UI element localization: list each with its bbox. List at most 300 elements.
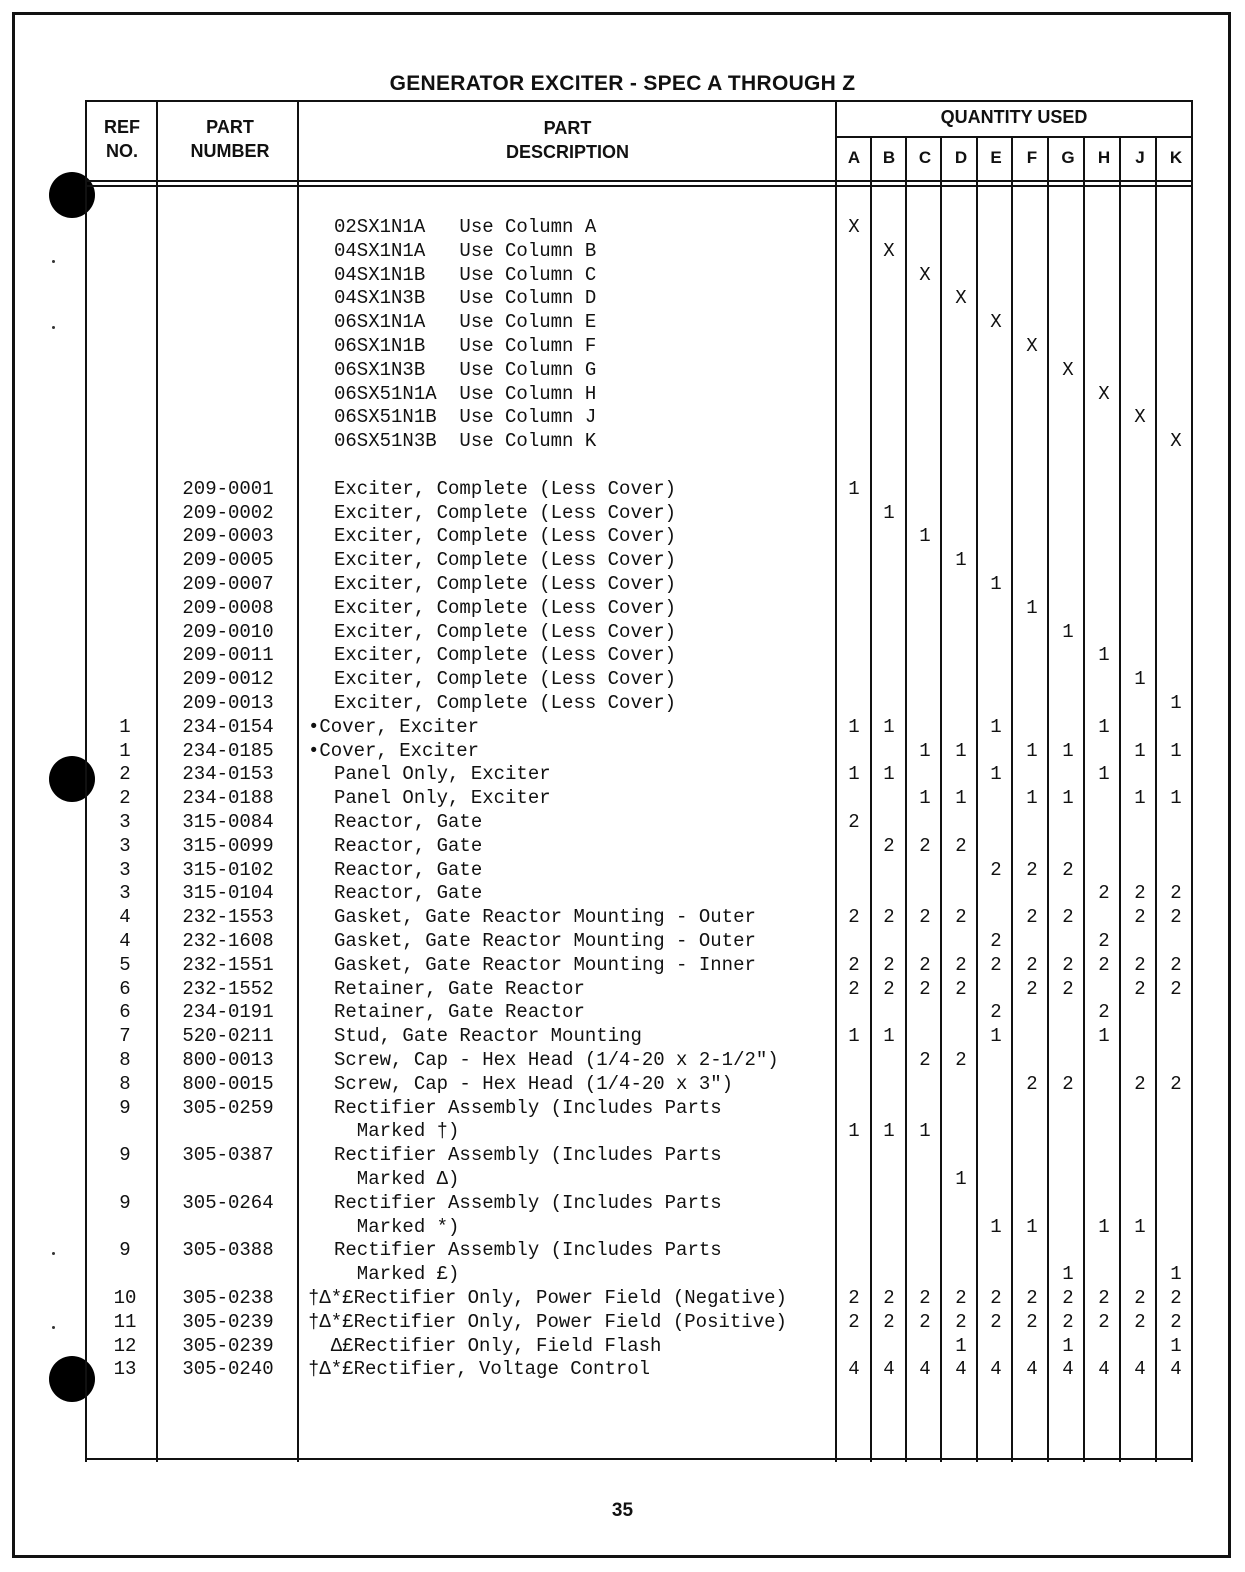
part-description-cell: •Cover, Exciter <box>308 739 480 762</box>
quantity-cell-h: 1 <box>1098 1025 1110 1048</box>
part-description-cell: Marked †) <box>334 1120 460 1143</box>
header-quantity-used: QUANTITY USED <box>940 107 1088 127</box>
quantity-cell-c: X <box>919 263 931 286</box>
table-row <box>0 905 1245 929</box>
part-number-cell: 305-0239 <box>182 1310 274 1333</box>
ref-no-cell: 9 <box>119 1239 131 1262</box>
header-part-description: PART DESCRIPTION <box>505 118 629 162</box>
table-row <box>0 215 1245 239</box>
part-number-cell: 209-0012 <box>182 668 274 691</box>
quantity-cell-g: 4 <box>1062 1358 1074 1381</box>
table-row <box>0 1357 1245 1381</box>
quantity-cell-e: 2 <box>990 1310 1002 1333</box>
quantity-cell-f: 2 <box>1026 1072 1038 1095</box>
part-description-cell: 06SX1N1A Use Column E <box>334 311 597 334</box>
column-header-j: J <box>1135 148 1145 167</box>
quantity-cell-d: 2 <box>955 1049 967 1071</box>
ref-no-cell: 6 <box>119 1001 131 1024</box>
part-number-cell: 209-0013 <box>182 692 274 714</box>
ref-no-cell: 3 <box>119 882 131 905</box>
quantity-cell-f: 2 <box>1026 858 1038 881</box>
quantity-cell-k: 1 <box>1170 739 1182 762</box>
part-number-cell: 234-0154 <box>182 715 274 738</box>
quantity-cell-k: 2 <box>1170 1310 1182 1333</box>
part-description-cell: Rectifier Assembly (Includes Parts <box>334 1144 722 1167</box>
part-description-cell: Reactor, Gate <box>334 834 483 857</box>
quantity-cell-b: 1 <box>883 501 895 524</box>
quantity-cell-c: 2 <box>919 953 931 976</box>
table-row <box>0 572 1245 596</box>
part-description-cell: 06SX1N3B Use Column G <box>334 358 597 381</box>
table-row <box>0 1096 1245 1120</box>
table-row <box>0 858 1245 882</box>
part-description-cell: Exciter, Complete (Less Cover) <box>334 620 677 643</box>
quantity-cell-h: 2 <box>1098 882 1110 905</box>
quantity-cell-d: 1 <box>955 1168 967 1190</box>
part-number-cell: 232-1553 <box>182 906 274 929</box>
quantity-cell-b: 2 <box>883 906 895 929</box>
quantity-cell-e: 2 <box>990 930 1002 952</box>
part-number-cell: 800-0013 <box>182 1049 274 1071</box>
part-description-cell: Marked £) <box>334 1263 460 1286</box>
part-description-cell: Rectifier Assembly (Includes Parts <box>334 1096 722 1119</box>
part-number-cell: 234-0191 <box>182 1001 274 1024</box>
part-number-cell: 234-0188 <box>182 787 274 810</box>
quantity-cell-f: 1 <box>1026 739 1038 762</box>
part-description-cell: 06SX51N3B Use Column K <box>334 430 597 453</box>
quantity-cell-j: 4 <box>1134 1358 1146 1381</box>
ref-no-cell: 2 <box>119 787 131 810</box>
table-row <box>0 334 1245 358</box>
table-row <box>0 477 1245 501</box>
ref-no-cell: 13 <box>113 1358 137 1381</box>
ref-no-cell: 5 <box>119 953 131 976</box>
quantity-cell-j: 2 <box>1134 882 1146 905</box>
ref-no-cell: 9 <box>119 1144 131 1167</box>
table-row <box>0 739 1245 763</box>
part-description-cell: Marked Δ) <box>334 1168 460 1190</box>
quantity-cell-e: 2 <box>990 858 1002 881</box>
quantity-cell-a: 2 <box>848 953 860 976</box>
quantity-cell-k: 1 <box>1170 787 1182 810</box>
quantity-cell-k: 2 <box>1170 953 1182 976</box>
quantity-cell-e: X <box>990 311 1002 334</box>
table-row <box>0 1191 1245 1215</box>
part-number-cell: 209-0003 <box>182 525 274 548</box>
part-description-cell: Gasket, Gate Reactor Mounting - Outer <box>334 906 756 929</box>
table-row <box>0 1286 1245 1310</box>
quantity-cell-e: 4 <box>990 1358 1002 1381</box>
part-number-cell: 305-0388 <box>182 1239 274 1262</box>
quantity-cell-e: 2 <box>990 1287 1002 1309</box>
quantity-cell-f: 2 <box>1026 1287 1038 1309</box>
table-row <box>0 596 1245 620</box>
part-number-cell: 305-0238 <box>182 1287 274 1309</box>
page-number: 35 <box>611 1500 634 1521</box>
part-description-cell: Screw, Cap - Hex Head (1/4-20 x 3") <box>334 1072 734 1095</box>
column-header-k: K <box>1169 148 1183 167</box>
part-description-cell: †Δ*£Rectifier, Voltage Control <box>308 1358 651 1381</box>
part-number-cell: 209-0001 <box>182 477 274 500</box>
quantity-cell-g: 1 <box>1062 739 1074 762</box>
quantity-cell-h: 1 <box>1098 763 1110 786</box>
quantity-cell-f: 1 <box>1026 1215 1038 1238</box>
part-description-cell: Stud, Gate Reactor Mounting <box>334 1025 642 1048</box>
column-header-d: D <box>954 148 968 167</box>
part-number-cell: 305-0240 <box>182 1358 274 1381</box>
part-description-cell: Exciter, Complete (Less Cover) <box>334 692 677 714</box>
quantity-cell-f: 1 <box>1026 596 1038 619</box>
quantity-cell-a: 1 <box>848 715 860 738</box>
part-description-cell: 04SX1N3B Use Column D <box>334 287 597 310</box>
quantity-cell-d: 1 <box>955 549 967 572</box>
quantity-cell-g: 1 <box>1062 787 1074 810</box>
part-number-cell: 234-0153 <box>182 763 274 786</box>
table-row <box>0 239 1245 263</box>
part-number-cell: 305-0387 <box>182 1144 274 1167</box>
column-header-f: F <box>1026 148 1038 167</box>
quantity-cell-g: 2 <box>1062 977 1074 1000</box>
quantity-cell-a: 4 <box>848 1358 860 1381</box>
quantity-cell-g: 2 <box>1062 1072 1074 1095</box>
quantity-cell-j: 1 <box>1134 1215 1146 1238</box>
quantity-cell-g: 1 <box>1062 1334 1074 1357</box>
quantity-cell-f: 2 <box>1026 906 1038 929</box>
part-description-cell: Gasket, Gate Reactor Mounting - Outer <box>334 930 756 952</box>
quantity-cell-j: 2 <box>1134 1287 1146 1309</box>
table-row <box>0 1048 1245 1072</box>
table-row <box>0 1143 1245 1167</box>
quantity-cell-g: 2 <box>1062 858 1074 881</box>
table-row <box>0 524 1245 548</box>
quantity-cell-g: 2 <box>1062 953 1074 976</box>
part-description-cell: Rectifier Assembly (Includes Parts <box>334 1191 722 1214</box>
table-row <box>0 762 1245 786</box>
quantity-cell-j: 2 <box>1134 977 1146 1000</box>
part-description-cell: †Δ*£Rectifier Only, Power Field (Positive) <box>308 1310 787 1333</box>
quantity-cell-k: 2 <box>1170 977 1182 1000</box>
ref-no-cell: 8 <box>119 1049 131 1071</box>
quantity-cell-h: 2 <box>1098 953 1110 976</box>
table-row <box>0 405 1245 429</box>
part-number-cell: 315-0084 <box>182 811 274 833</box>
table-row <box>0 382 1245 406</box>
table-row <box>0 929 1245 953</box>
part-number-cell: 315-0104 <box>182 882 274 905</box>
ref-no-cell: 6 <box>119 977 131 1000</box>
quantity-cell-b: 4 <box>883 1358 895 1381</box>
quantity-cell-f: 2 <box>1026 953 1038 976</box>
part-description-cell: Exciter, Complete (Less Cover) <box>334 501 677 524</box>
table-row <box>0 643 1245 667</box>
table-row <box>0 1215 1245 1239</box>
quantity-cell-a: 2 <box>848 906 860 929</box>
quantity-cell-k: X <box>1170 430 1182 453</box>
column-header-g: G <box>1061 148 1075 167</box>
quantity-cell-k: 2 <box>1170 1287 1182 1309</box>
quantity-cell-d: 1 <box>955 1334 967 1357</box>
table-row <box>0 977 1245 1001</box>
part-number-cell: 209-0005 <box>182 549 274 572</box>
quantity-cell-c: 1 <box>919 739 931 762</box>
quantity-cell-c: 1 <box>919 525 931 548</box>
table-row <box>0 1000 1245 1024</box>
quantity-cell-e: 1 <box>990 1025 1002 1048</box>
table-row <box>0 1334 1245 1358</box>
quantity-cell-d: 4 <box>955 1358 967 1381</box>
column-header-h: H <box>1097 148 1111 167</box>
part-description-cell: †Δ*£Rectifier Only, Power Field (Negative) <box>308 1287 787 1309</box>
quantity-cell-j: 2 <box>1134 1072 1146 1095</box>
quantity-cell-c: 2 <box>919 1310 931 1333</box>
quantity-cell-f: 4 <box>1026 1358 1038 1381</box>
quantity-cell-f: 2 <box>1026 1310 1038 1333</box>
quantity-cell-h: 2 <box>1098 1287 1110 1309</box>
quantity-cell-e: 1 <box>990 715 1002 738</box>
quantity-cell-h: 1 <box>1098 644 1110 667</box>
quantity-cell-f: 2 <box>1026 977 1038 1000</box>
quantity-cell-g: 2 <box>1062 1310 1074 1333</box>
table-row <box>0 1238 1245 1262</box>
part-number-cell: 234-0185 <box>182 739 274 762</box>
part-description-cell: 06SX1N1B Use Column F <box>334 335 597 357</box>
table-row <box>0 1024 1245 1048</box>
quantity-cell-k: 2 <box>1170 906 1182 929</box>
part-description-cell: 06SX51N1B Use Column J <box>334 406 597 429</box>
part-description-cell: Reactor, Gate <box>334 858 483 881</box>
quantity-cell-c: 2 <box>919 1049 931 1071</box>
column-header-a: A <box>847 148 861 167</box>
quantity-cell-j: 2 <box>1134 1310 1146 1333</box>
part-description-cell: Exciter, Complete (Less Cover) <box>334 668 677 691</box>
quantity-cell-d: 1 <box>955 739 967 762</box>
ref-no-cell: 8 <box>119 1072 131 1095</box>
table-row <box>0 1119 1245 1143</box>
quantity-cell-h: 2 <box>1098 1001 1110 1024</box>
part-description-cell: 06SX51N1A Use Column H <box>334 382 597 405</box>
quantity-cell-g: 1 <box>1062 1263 1074 1286</box>
quantity-cell-f: 1 <box>1026 787 1038 810</box>
part-number-cell: 232-1551 <box>182 953 274 976</box>
part-description-cell: Gasket, Gate Reactor Mounting - Inner <box>334 953 756 976</box>
quantity-cell-g: 2 <box>1062 1287 1074 1309</box>
part-description-cell: Retainer, Gate Reactor <box>334 1001 585 1024</box>
header-part-number: PART NUMBER <box>190 117 270 161</box>
quantity-cell-g: X <box>1062 358 1074 381</box>
table-row <box>0 286 1245 310</box>
table-row <box>0 263 1245 287</box>
table-row <box>0 881 1245 905</box>
quantity-cell-h: 4 <box>1098 1358 1110 1381</box>
quantity-cell-k: 1 <box>1170 1334 1182 1357</box>
part-description-cell: Exciter, Complete (Less Cover) <box>334 573 677 595</box>
quantity-cell-j: 2 <box>1134 953 1146 976</box>
part-description-cell: Panel Only, Exciter <box>334 787 551 810</box>
quantity-cell-c: 1 <box>919 787 931 810</box>
table-row <box>0 691 1245 715</box>
table-row <box>0 1167 1245 1191</box>
quantity-cell-g: 1 <box>1062 620 1074 643</box>
quantity-cell-k: 4 <box>1170 1358 1182 1381</box>
column-header-c: C <box>918 148 932 167</box>
quantity-cell-c: 2 <box>919 834 931 857</box>
quantity-cell-e: 2 <box>990 953 1002 976</box>
part-number-cell: 305-0259 <box>182 1096 274 1119</box>
ref-no-cell: 9 <box>119 1096 131 1119</box>
quantity-cell-b: 2 <box>883 1310 895 1333</box>
part-description-cell: Exciter, Complete (Less Cover) <box>334 596 677 619</box>
quantity-cell-g: 2 <box>1062 906 1074 929</box>
table-row <box>0 953 1245 977</box>
quantity-cell-d: 2 <box>955 1310 967 1333</box>
ref-no-cell: 2 <box>119 763 131 786</box>
quantity-cell-j: 2 <box>1134 906 1146 929</box>
ref-no-cell: 3 <box>119 858 131 881</box>
part-number-cell: 232-1608 <box>182 930 274 952</box>
part-number-cell: 520-0211 <box>182 1025 274 1048</box>
part-description-cell: Exciter, Complete (Less Cover) <box>334 549 677 572</box>
ref-no-cell: 4 <box>119 930 131 952</box>
table-row <box>0 810 1245 834</box>
quantity-cell-a: X <box>848 216 860 238</box>
quantity-cell-e: 1 <box>990 763 1002 786</box>
table-bottom-rule <box>85 1458 1193 1460</box>
part-description-cell: Marked *) <box>334 1215 460 1238</box>
part-description-cell: Retainer, Gate Reactor <box>334 977 585 1000</box>
ref-no-cell: 4 <box>119 906 131 929</box>
quantity-cell-h: X <box>1098 382 1110 405</box>
part-description-cell: •Cover, Exciter <box>308 715 480 738</box>
quantity-cell-k: 2 <box>1170 882 1182 905</box>
quantity-cell-d: 2 <box>955 1287 967 1309</box>
table-row <box>0 786 1245 810</box>
quantity-cell-a: 1 <box>848 1120 860 1143</box>
table-row <box>0 1310 1245 1334</box>
part-description-cell: Δ£Rectifier Only, Field Flash <box>308 1334 662 1357</box>
part-description-cell: Exciter, Complete (Less Cover) <box>334 644 677 667</box>
table-row <box>0 620 1245 644</box>
quantity-cell-k: 2 <box>1170 1072 1182 1095</box>
header-ref-no: REF NO. <box>104 117 140 161</box>
ref-no-cell: 10 <box>113 1287 137 1309</box>
part-number-cell: 232-1552 <box>182 977 274 1000</box>
quantity-cell-b: 1 <box>883 1120 895 1143</box>
quantity-cell-h: 1 <box>1098 1215 1110 1238</box>
ref-no-cell: 9 <box>119 1191 131 1214</box>
quantity-cell-f: X <box>1026 335 1038 357</box>
quantity-cell-h: 1 <box>1098 715 1110 738</box>
ref-no-cell: 3 <box>119 834 131 857</box>
quantity-cell-a: 2 <box>848 1310 860 1333</box>
quantity-cell-b: 1 <box>883 715 895 738</box>
part-description-cell: 04SX1N1B Use Column C <box>334 263 597 286</box>
quantity-cell-j: 1 <box>1134 668 1146 691</box>
quantity-cell-b: 2 <box>883 1287 895 1309</box>
quantity-cell-b: 1 <box>883 1025 895 1048</box>
part-number-cell: 209-0002 <box>182 501 274 524</box>
part-number-cell: 305-0264 <box>182 1191 274 1214</box>
part-description-cell: Exciter, Complete (Less Cover) <box>334 477 677 500</box>
table-row <box>0 667 1245 691</box>
quantity-cell-b: 2 <box>883 953 895 976</box>
ref-no-cell: 1 <box>119 715 131 738</box>
part-description-cell: Rectifier Assembly (Includes Parts <box>334 1239 722 1262</box>
quantity-cell-a: 2 <box>848 811 860 833</box>
table-row <box>0 310 1245 334</box>
ref-no-cell: 3 <box>119 811 131 833</box>
quantity-cell-j: X <box>1134 406 1146 429</box>
quantity-cell-h: 2 <box>1098 930 1110 952</box>
ref-no-cell: 1 <box>119 739 131 762</box>
ref-no-cell: 11 <box>113 1310 137 1333</box>
quantity-cell-b: 2 <box>883 977 895 1000</box>
quantity-cell-d: 1 <box>955 787 967 810</box>
quantity-cell-k: 1 <box>1170 692 1182 714</box>
quantity-cell-e: 1 <box>990 1215 1002 1238</box>
quantity-cell-d: 2 <box>955 834 967 857</box>
part-description-cell: 02SX1N1A Use Column A <box>334 216 597 238</box>
column-header-b: B <box>882 148 896 167</box>
quantity-cell-d: 2 <box>955 906 967 929</box>
quantity-cell-d: 2 <box>955 977 967 1000</box>
quantity-cell-j: 1 <box>1134 739 1146 762</box>
quantity-cell-e: 2 <box>990 1001 1002 1024</box>
part-description-cell: Reactor, Gate <box>334 811 483 833</box>
table-row <box>0 834 1245 858</box>
table-row <box>0 429 1245 453</box>
table-row <box>0 1262 1245 1286</box>
quantity-cell-a: 2 <box>848 977 860 1000</box>
part-number-cell: 315-0099 <box>182 834 274 857</box>
table-row <box>0 548 1245 572</box>
quantity-cell-d: 2 <box>955 953 967 976</box>
table-row <box>0 501 1245 525</box>
quantity-cell-h: 2 <box>1098 1310 1110 1333</box>
table-row <box>0 453 1245 477</box>
quantity-cell-d: X <box>955 287 967 310</box>
part-number-cell: 315-0102 <box>182 858 274 881</box>
page-title: GENERATOR EXCITER - SPEC A THROUGH Z <box>389 72 856 95</box>
part-description-cell: Exciter, Complete (Less Cover) <box>334 525 677 548</box>
part-number-cell: 209-0011 <box>182 644 274 667</box>
quantity-cell-b: X <box>883 239 895 262</box>
quantity-cell-c: 2 <box>919 1287 931 1309</box>
part-number-cell: 800-0015 <box>182 1072 274 1095</box>
quantity-cell-a: 1 <box>848 763 860 786</box>
part-description-cell: Reactor, Gate <box>334 882 483 905</box>
column-header-e: E <box>990 148 1002 167</box>
table-row <box>0 715 1245 739</box>
quantity-cell-c: 1 <box>919 1120 931 1143</box>
quantity-cell-e: 1 <box>990 573 1002 595</box>
quantity-cell-a: 1 <box>848 1025 860 1048</box>
table-row <box>0 358 1245 382</box>
part-number-cell: 305-0239 <box>182 1334 274 1357</box>
quantity-cell-c: 2 <box>919 977 931 1000</box>
quantity-cell-b: 2 <box>883 834 895 857</box>
quantity-cell-a: 1 <box>848 477 860 500</box>
part-number-cell: 209-0008 <box>182 596 274 619</box>
ref-no-cell: 12 <box>113 1334 137 1357</box>
part-description-cell: Screw, Cap - Hex Head (1/4-20 x 2-1/2") <box>334 1049 779 1071</box>
quantity-cell-b: 1 <box>883 763 895 786</box>
ref-no-cell: 7 <box>119 1025 131 1048</box>
quantity-cell-c: 2 <box>919 906 931 929</box>
quantity-cell-k: 1 <box>1170 1263 1182 1286</box>
part-description-cell: Panel Only, Exciter <box>334 763 551 786</box>
quantity-cell-c: 4 <box>919 1358 931 1381</box>
part-description-cell: 04SX1N1A Use Column B <box>334 239 597 262</box>
